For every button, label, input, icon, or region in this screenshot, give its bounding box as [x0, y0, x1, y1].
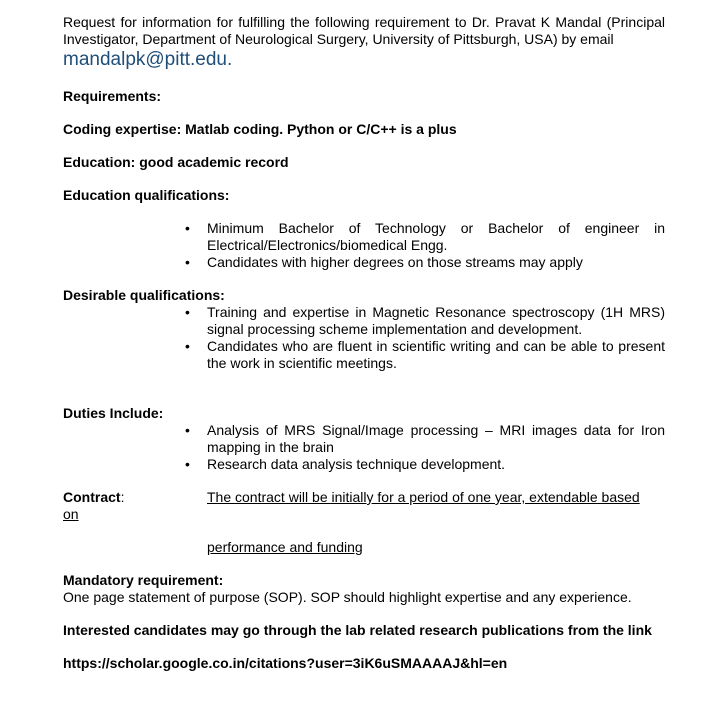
- contract-label-group: [63, 489, 207, 506]
- coding-expertise: Coding expertise: Matlab coding. Python or C/C++ is a plus: [63, 121, 457, 137]
- bullet-icon: •: [185, 338, 190, 354]
- bullet-icon: •: [185, 456, 190, 472]
- list-item: • Research data analysis technique development.: [185, 456, 506, 472]
- bullet-icon: •: [185, 254, 190, 270]
- list-item: • Candidates who are fluent in scientific writing and can be able to present the work in scientific meetings.: [185, 338, 665, 371]
- list-item: • Analysis of MRS Signal/Image processing – MRI images data for Iron mapping in the brain: [185, 422, 665, 455]
- education-record: Education: good academic record: [63, 154, 289, 170]
- list-item: • Minimum Bachelor of Technology or Bachelor of engineer in Electrical/Electronics/biomedical Engg.: [185, 220, 665, 253]
- desirable-qualifications-heading: Desirable qualifications:: [63, 287, 225, 303]
- list-item: • Candidates with higher degrees on those streams may apply: [185, 254, 583, 270]
- bullet-icon: •: [185, 422, 190, 438]
- contract-row: [63, 489, 665, 506]
- mandatory-text: One page statement of purpose (SOP). SOP should highlight expertise and any experience.: [63, 589, 632, 605]
- email-suffix: .: [227, 49, 233, 70]
- contract-line-1: The contract will be initially for a period of one year, extendable based: [207, 489, 640, 505]
- bullet-icon: •: [185, 304, 190, 320]
- interested-text: Interested candidates may go through the lab related research publications from the link: [63, 622, 652, 638]
- email-line: [63, 48, 665, 72]
- education-qualifications-heading: Education qualifications:: [63, 187, 230, 203]
- duties-list: [63, 422, 665, 473]
- education-qualifications-list: [63, 220, 665, 271]
- list-item: • Training and expertise in Magnetic Resonance spectroscopy (1H MRS) signal processing scheme implementation and development.: [185, 304, 665, 337]
- document-page: [63, 14, 665, 672]
- duties-heading: Duties Include:: [63, 405, 164, 421]
- intro-text: Request for information for fulfilling the following requirement to Dr. Pravat K Mandal (Principal Investigator, Department of Neurological Surgery, University of Pittsburgh, USA) by email: [63, 14, 665, 47]
- requirements-heading: Requirements:: [63, 88, 162, 104]
- bullet-icon: •: [185, 220, 190, 236]
- contract-row-2: [63, 539, 665, 556]
- scholar-link[interactable]: https://scholar.google.co.in/citations?user=3iK6uSMAAAAJ&hl=en: [63, 655, 508, 671]
- contract-colon: :: [120, 489, 125, 505]
- mandatory-heading: Mandatory requirement:: [63, 572, 224, 588]
- intro-paragraph: [63, 14, 665, 48]
- email-link[interactable]: mandalpk@pitt.edu: [63, 49, 227, 70]
- desirable-qualifications-list: [63, 304, 665, 372]
- contract-line-2: performance and funding: [207, 539, 363, 555]
- contract-label: Contract: [63, 489, 121, 505]
- contract-on: on: [63, 506, 79, 522]
